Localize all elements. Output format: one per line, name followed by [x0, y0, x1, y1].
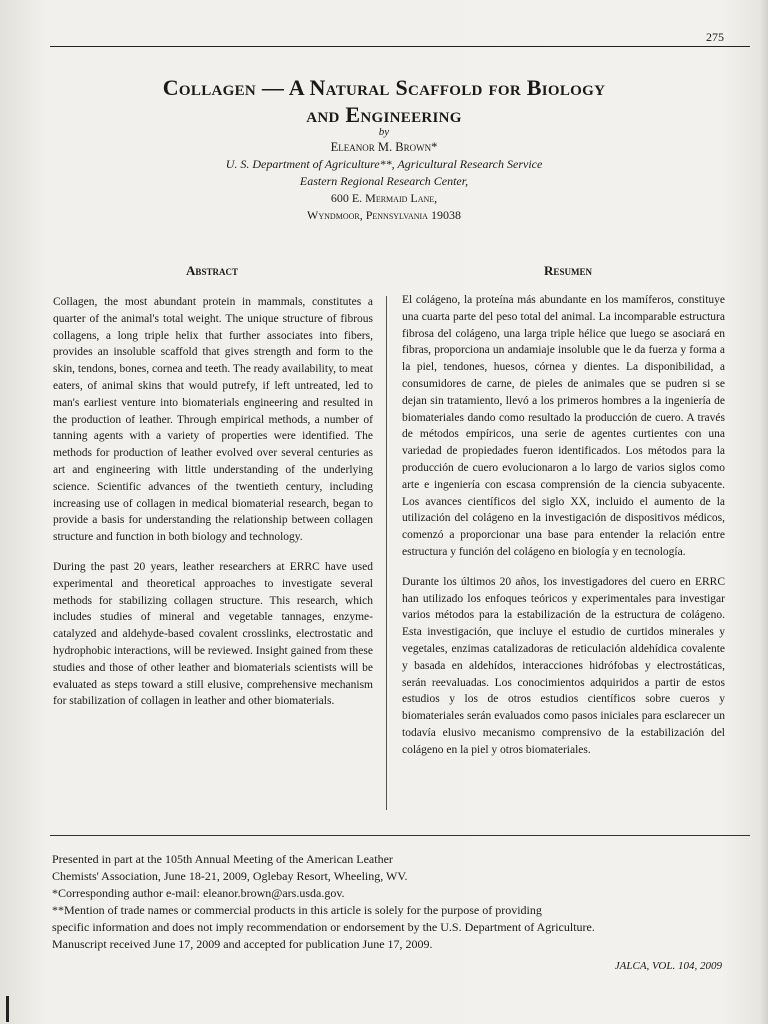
footnote-line: specific information and does not imply recommendation or endorsement by the U.S. Department of Agriculture. — [52, 920, 595, 934]
affiliation-line-4: Wyndmoor, Pennsylvania 19038 — [307, 208, 461, 222]
column-divider — [386, 296, 387, 810]
page-edge-mark — [6, 996, 9, 1022]
header-rule — [50, 46, 750, 47]
title-line-1: Collagen — A Natural Scaffold for Biology — [162, 75, 606, 100]
resumen-paragraph-1: El colágeno, la proteína más abundante en los mamíferos, constituye una cuarta parte del peso total del animal. La incomparable estructura fibrosa del colágeno, una larga triple hélice que luego se asociará en fibras, proporciona un andamiaje insoluble que le da fuerza y forma a la piel, tendones, huesos, córnea y dientes. La disponibilidad, a consumidores de carne, de pieles de animales que se pudren si se dejan sin tratamiento, llevó a los primeros hombres a la ingeniería de biomateriales dando como resultado la producción de cuero. A través de métodos empíricos, una serie de agentes curtientes con una variedad de propiedades fueron identificados. Los métodos para la producción de cuero evolucionaron a lo largo de varios siglos como arte e ingeniería con escasa comprensión de la ciencia subyacente. Los avances científicos del siglo XX, incluido el aumento de la utilización del colágeno en la investigación de dispositivos médicos, comenzó a proporcionar una base para entender la relación entre estructura y función del colágeno en biología y en tecnología. — [402, 294, 725, 558]
byline: by — [378, 126, 390, 138]
page-edge-shadow — [760, 0, 768, 1024]
footnote-line: Chemists' Association, June 18-21, 2009, Oglebay Resort, Wheeling, WV. — [52, 869, 408, 883]
abstract-heading: Abstract — [186, 263, 238, 278]
resumen-heading: Resumen — [544, 263, 592, 278]
resumen-column — [402, 292, 725, 772]
title-line-2: and Engineering — [306, 102, 462, 127]
abstract-paragraph-1: Collagen, the most abundant protein in mammals, constitutes a quarter of the animal's total weight. The unique structure of fibrous collagens, a long triple helix that further associates into fibers, provides an insoluble scaffold that gives strength and form to the skin, tendons, bones, cornea and teeth. The ready availability, to meat eaters, of animal skins that would putrefy, if left untreated, led to man's earliest venture into biomaterials engineering and resulted in the production of leather. Through empirical methods, a number of tanning agents with a variety of properties were identified. The methods for production of leather evolved over several centuries as art and engineering with little understanding of the underlying science. Scientific advances of the twentieth century, including increasing use of collagen in medical biomaterial research, began to provide a basis for understanding the relationship between collagen structure and function in both biology and technology. — [53, 296, 373, 544]
footnote-line: Manuscript received June 17, 2009 and accepted for publication June 17, 2009. — [52, 937, 433, 951]
footnote-line: **Mention of trade names or commercial products in this article is solely for the purpose of providing — [52, 903, 542, 917]
article-title — [60, 74, 708, 128]
footnote-line: Presented in part at the 105th Annual Meeting of the American Leather — [52, 852, 393, 866]
author-name: Eleanor M. Brown* — [330, 140, 438, 154]
footnote-rule — [50, 835, 750, 836]
abstract-column — [53, 294, 373, 723]
resumen-paragraph-2: Durante los últimos 20 años, los investigadores del cuero en ERRC han utilizado los enfoques teóricos y experimentales para investigar varios métodos para la estabilización de la estructura de colágeno. Esta investigación, que incluye el estudio de curtidos minerales y vegetales, enzimas catalizadoras de reticulación aldehídica covalente y basada en aldehídos, interacciones hidrófobas y electrostáticas, serán reevaluadas. Los conocimientos adquiridos a partir de estos estudios y los de otros estudios científicos sobre cueros y biomateriales serán evaluados como pasos iniciales para esclarecer un todavía elusivo mecanismo comprensivo de la estabilización del colágeno en la piel y otros biomateriales. — [402, 575, 725, 756]
affiliation-line-2: Eastern Regional Research Center, — [299, 174, 469, 188]
journal-reference: JALCA, VOL. 104, 2009 — [614, 960, 722, 972]
affiliation-line-1: U. S. Department of Agriculture**, Agricultural Research Service — [225, 157, 543, 171]
footnote-line: *Corresponding author e-mail: eleanor.brown@ars.usda.gov. — [52, 886, 345, 900]
footnotes — [52, 851, 742, 953]
abstract-paragraph-2: During the past 20 years, leather researchers at ERRC have used experimental and theoretical approaches to investigate several methods for stabilizing collagen structure. This research, which includes studies of mineral and vegetable tannages, enzyme-catalyzed and aldehyde-based covalent crosslinks, electrostatic and hydrophobic interactions, will be reviewed. Insight gained from these studies and those of other leather and biomaterials scientists will be evaluated as steps toward a still elusive, comprehensive mechanism for stabilization of collagen in leather and other biomaterials. — [53, 560, 373, 708]
affiliation-line-3: 600 E. Mermaid Lane, — [330, 191, 438, 205]
page-number: 275 — [706, 30, 724, 44]
